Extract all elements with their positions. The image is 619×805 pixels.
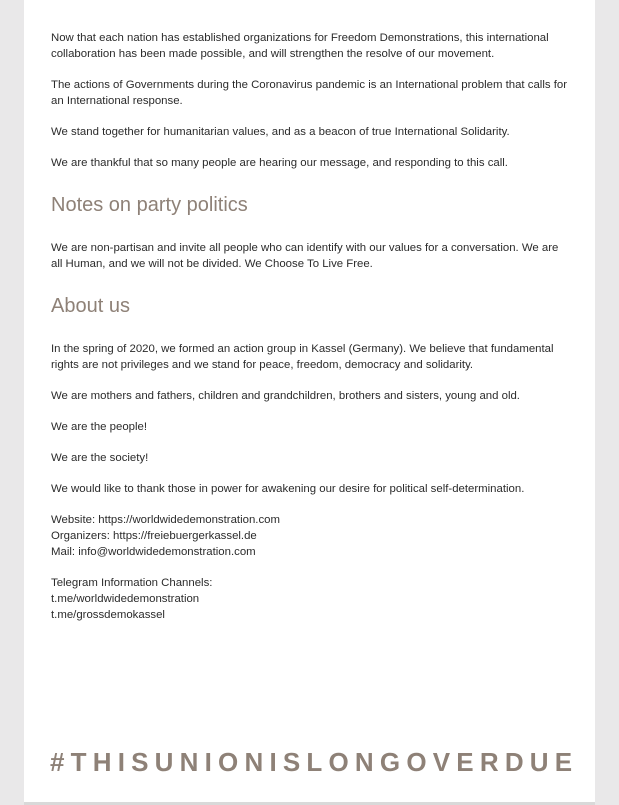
- telegram-channel-1: t.me/worldwidedemonstration: [51, 593, 200, 605]
- about-paragraph-4: We are the society!: [51, 452, 149, 464]
- intro-paragraph-3: We stand together for humanitarian values, and as a beacon of true International Solidarity.: [51, 126, 510, 138]
- contact-block: [51, 512, 571, 560]
- telegram-heading: Telegram Information Channels:: [51, 577, 213, 589]
- hashtag-banner: #THISUNIONISLONGOVERDUE: [50, 747, 579, 777]
- telegram-block: [51, 575, 571, 623]
- document-page: [24, 0, 595, 805]
- about-paragraph-1: In the spring of 2020, we formed an action group in Kassel (Germany). We believe that fundamental rights are not privileges and we stand for peace, freedom, democracy and solidarity.: [51, 343, 554, 371]
- party-politics-heading: Notes on party politics: [51, 194, 248, 216]
- about-paragraph-2: We are mothers and fathers, children and grandchildren, brothers and sisters, young and old.: [51, 390, 520, 402]
- intro-paragraph-2: The actions of Governments during the Coronavirus pandemic is an International problem that calls for an International response.: [51, 79, 568, 107]
- contact-website: Website: https://worldwidedemonstration.com: [51, 514, 280, 526]
- telegram-channel-2: t.me/grossdemokassel: [51, 609, 165, 621]
- contact-mail: Mail: info@worldwidedemonstration.com: [51, 546, 256, 558]
- intro-paragraph-4: We are thankful that so many people are hearing our message, and responding to this call.: [51, 157, 508, 169]
- intro-paragraph-1: Now that each nation has established organizations for Freedom Demonstrations, this international collaboration has been made possible, and will strengthen the resolve of our movement.: [51, 32, 549, 60]
- document-content: [51, 30, 571, 623]
- about-paragraph-3: We are the people!: [51, 421, 148, 433]
- contact-organizers: Organizers: https://freiebuergerkassel.de: [51, 530, 257, 542]
- about-us-heading: About us: [51, 295, 130, 317]
- party-politics-text: We are non-partisan and invite all people who can identify with our values for a conversation. We are all Human, and we will not be divided. We Choose To Live Free.: [51, 242, 559, 270]
- about-paragraph-5: We would like to thank those in power for awakening our desire for political self-determination.: [51, 483, 525, 495]
